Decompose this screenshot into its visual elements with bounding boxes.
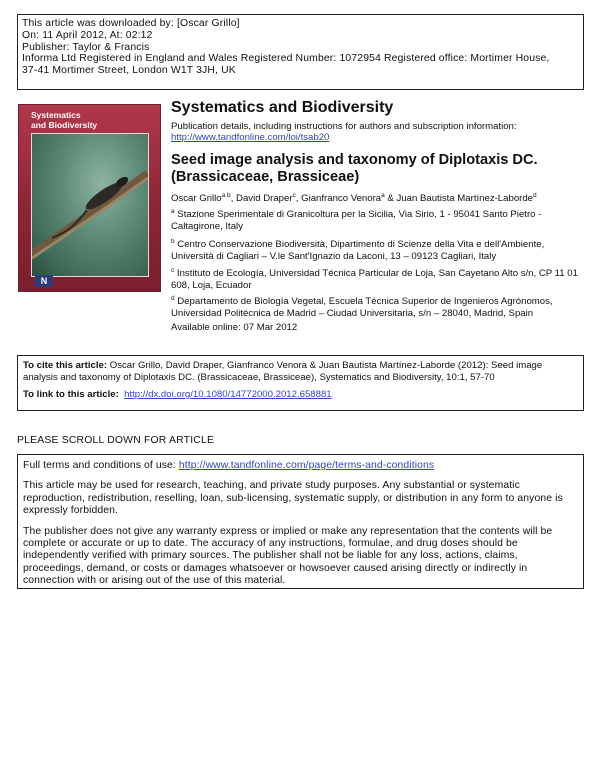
terms-box <box>17 454 584 589</box>
author-affil-mark: a <box>381 192 385 199</box>
affiliation-mark: b <box>171 238 175 245</box>
affiliation-text: Departamento de Biología Vegetal, Escuela Técnica Superior de Ingenieros Agrónomos, Universidad Politécnica de Madrid – Ciudad Universitaria, s/n – 28040, Madrid, Spain <box>171 296 553 319</box>
registration-info: Informa Ltd Registered in England and Wales Registered Number: 1072954 Registered office: Mortimer House, <box>22 53 550 65</box>
publication-details: Publication details, including instructions for authors and subscription information: <box>171 121 517 132</box>
affiliation-mark: c <box>171 267 175 274</box>
affiliation-d <box>171 293 581 319</box>
author-name: & Juan Bautista Martínez-Laborde <box>384 193 534 204</box>
terms-heading <box>23 460 578 472</box>
article-title-line1: Seed image analysis and taxonomy of Diplotaxis DC. <box>171 152 538 168</box>
terms-heading-label: Full terms and conditions of use: <box>23 460 179 471</box>
available-online-date: Available online: 07 Mar 2012 <box>171 322 298 333</box>
author-list <box>171 192 537 204</box>
cite-body: Oscar Grillo, David Draper, Gianfranco Venora & Juan Bautista Martínez-Laborde (2012): Seed image analysis and taxonomy of Diplotaxis DC. (Brassicaceae, Brassiceae), Systematics and Biodiversity, 10:1, 57-70 <box>23 360 543 383</box>
article-link-line <box>23 389 578 401</box>
doi-link[interactable]: http://dx.doi.org/10.1080/14772000.2012.658881 <box>124 389 332 400</box>
publisher: Publisher: Taylor & Francis <box>22 41 150 53</box>
scroll-down-notice: PLEASE SCROLL DOWN FOR ARTICLE <box>17 435 215 446</box>
link-label: To link to this article: <box>23 389 119 400</box>
cover-lizard-branch-illustration <box>32 134 148 276</box>
author-affil-mark: a b <box>221 192 231 199</box>
journal-title: Systematics and Biodiversity <box>171 99 394 116</box>
affiliation-b <box>171 236 581 262</box>
author-name: , David Draper <box>230 193 293 204</box>
affiliation-a <box>171 206 581 232</box>
affiliation-text: Stazione Sperimentale di Granicoltura per la Sicilia, Via Sirio, 1 - 95041 Santo Pietro - Caltagirone, Italy <box>171 209 542 232</box>
cover-journal-name <box>31 111 151 130</box>
registered-address: 37-41 Mortimer Street, London W1T 3JH, UK <box>22 65 236 77</box>
cover-title-line2: and Biodiversity <box>31 119 98 130</box>
affiliation-mark: a <box>171 208 175 215</box>
article-title-line2: (Brassicaceae, Brassiceae) <box>171 169 360 185</box>
author-name: Oscar Grillo <box>171 193 222 204</box>
author-affil-mark: d <box>533 192 537 199</box>
cover-photo <box>31 133 149 277</box>
publisher-logo: N <box>35 275 53 287</box>
citation-box <box>17 355 584 411</box>
terms-paragraph-usage: This article may be used for research, teaching, and private study purposes. Any substantial or systematic reproduction, redistribution, reselling, loan, sub-licensing, systematic supply, or distribution in any form to anyone is expressly forbidden. <box>23 480 563 517</box>
author-name: , Gianfranco Venora <box>295 193 382 204</box>
terms-link[interactable]: http://www.tandfonline.com/page/terms-and-conditions <box>178 460 435 471</box>
article-title <box>171 152 591 186</box>
journal-cover-image <box>18 104 161 292</box>
affiliation-c <box>171 265 581 291</box>
journal-url-link[interactable]: http://www.tandfonline.com/loi/tsab20 <box>171 132 330 143</box>
download-date: On: 11 April 2012, At: 02:12 <box>22 29 153 41</box>
affiliation-text: Instituto de Ecología, Universidad Técnica Particular de Loja, San Cayetano Alto s/n, CP 11 01 608, Loja, Ecuador <box>171 268 578 291</box>
downloaded-by: This article was downloaded by: [Oscar Grillo] <box>22 18 240 29</box>
author-affil-mark: c <box>292 192 296 199</box>
cite-label: To cite this article: <box>23 360 108 371</box>
terms-paragraph-warranty: The publisher does not give any warranty express or implied or make any representation that the contents will be complete or accurate or up to date. The accuracy of any instructions, formulae, and drug doses should be independently verified with primary sources. The publisher shall not be liable for any loss, actions, claims, proceedings, demand, or costs or damages whatsoever or howsoever caused arising directly or indirectly in connection with or arising out of the use of this material. <box>23 525 553 587</box>
affiliation-mark: d <box>171 295 175 302</box>
download-info-box <box>17 14 584 90</box>
citation-text <box>23 360 578 384</box>
cover-title-line1: Systematics <box>31 110 81 120</box>
affiliation-text: Centro Conservazione Biodiversità, Dipartimento di Scienze della Vita e dell'Ambiente, Università di Cagliari – V.le Sant'Ignazio da Laconi, 13 – 09123 Cagliari, Italy <box>171 239 545 262</box>
